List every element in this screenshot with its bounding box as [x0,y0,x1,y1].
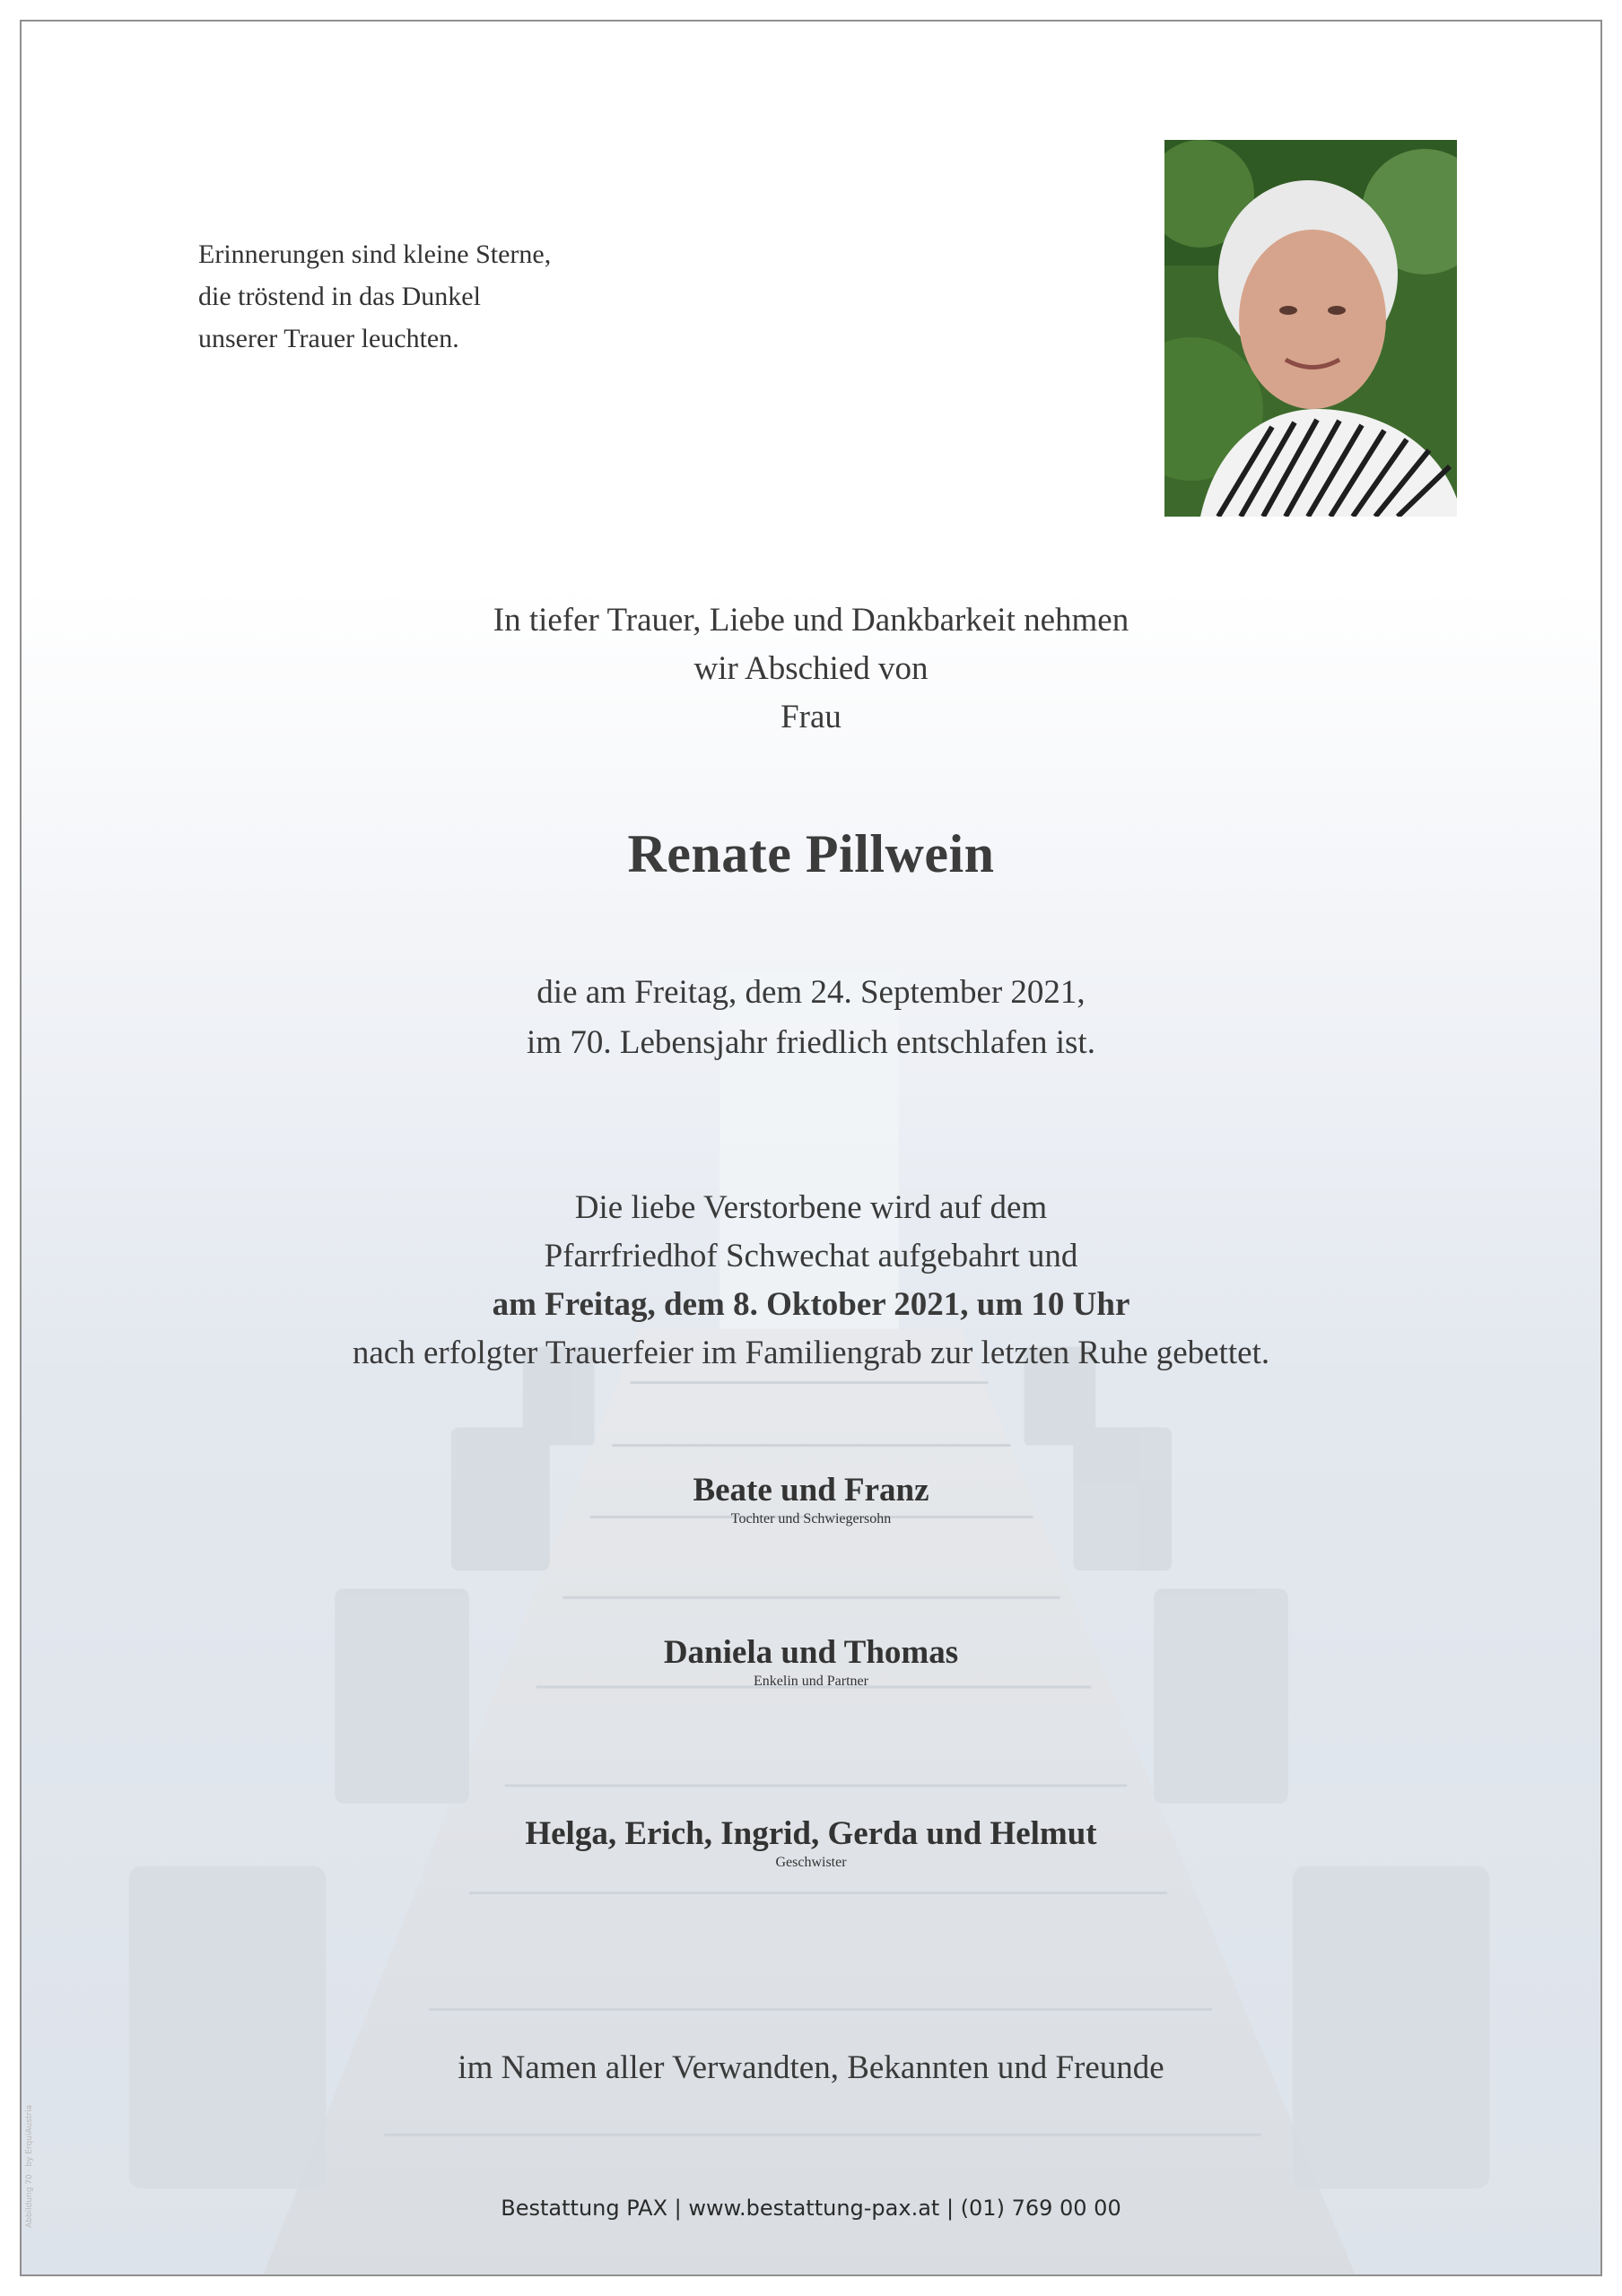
quote-line: die tröstend in das Dunkel [198,282,481,311]
funeral-info-line: Die liebe Verstorbene wird auf dem [574,1189,1048,1226]
mourner-names: Daniela und Thomas [663,1634,959,1671]
mourner-relation: Tochter und Schwiegersohn [730,1511,892,1526]
mourner-names: Helga, Erich, Ingrid, Gerda und Helmut [525,1815,1097,1852]
death-info-line: die am Freitag, dem 24. September 2021, [536,974,1086,1011]
mourner-relation: Enkelin und Partner [754,1674,868,1689]
quote-line: unserer Trauer leuchten. [198,324,459,353]
mourner-group [22,1633,1600,1690]
memorial-quote [198,233,551,360]
mourner-group [22,1814,1600,1871]
funeral-home-footer: Bestattung PAX | www.bestattung-pax.at | (01) 769 00 00 [501,2196,1121,2221]
intro-line: In tiefer Trauer, Liebe und Dankbarkeit nehmen [493,602,1129,639]
portrait-photo [1164,140,1457,517]
mourner-names: Beate und Franz [693,1472,929,1509]
funeral-info-line: nach erfolgter Trauerfeier im Familiengrab zur letzten Ruhe gebettet. [352,1335,1270,1371]
intro-line: Frau [780,699,842,735]
closing-line: im Namen aller Verwandten, Bekannten und Freunde [458,2049,1164,2086]
funeral-info-line: Pfarrfriedhof Schwechat aufgebahrt und [544,1238,1078,1274]
quote-line: Erinnerungen sind kleine Sterne, [198,239,552,269]
mourner-relation: Geschwister [775,1855,847,1870]
intro-line: wir Abschied von [693,650,929,687]
mourner-group [22,1471,1600,1527]
funeral-date: am Freitag, dem 8. Oktober 2021, um 10 Uhr [492,1286,1130,1323]
deceased-name: Renate Pillwein [627,824,995,883]
obituary-page [20,20,1602,2276]
death-info-line: im 70. Lebensjahr friedlich entschlafen ist. [527,1024,1095,1061]
image-credit: Abbildung 70 · by ErquiAustria [25,2104,34,2228]
